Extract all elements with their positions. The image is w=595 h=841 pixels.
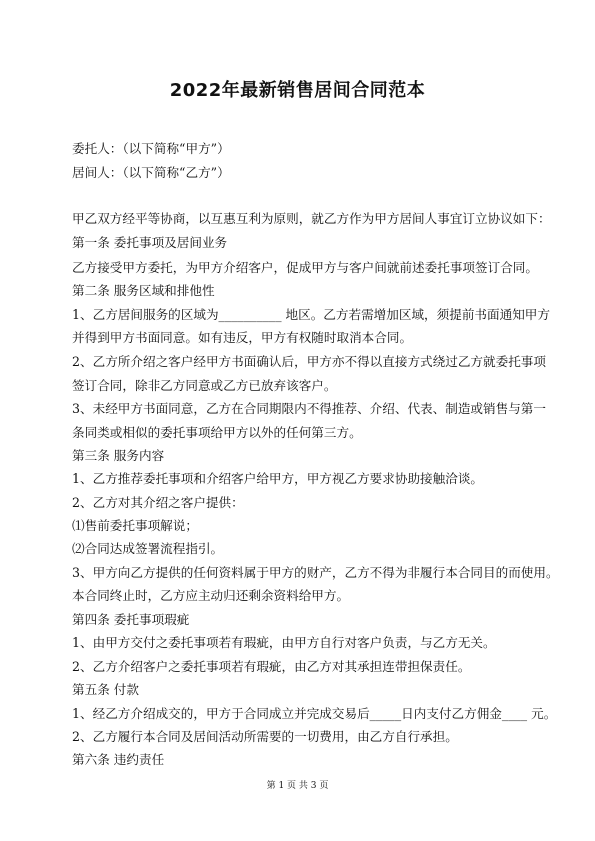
article-5-heading: 第五条 付款 (72, 682, 139, 697)
article-4-clause-1: 1、由甲方交付之委托事项若有瑕疵，由甲方自行对客户负责，与乙方无关。 (72, 635, 496, 650)
document-title: 2022年最新销售居间合同范本 (169, 80, 426, 101)
article-3-heading: 第三条 服务内容 (72, 448, 165, 463)
article-2-heading: 第二条 服务区域和排他性 (72, 283, 215, 298)
article-5-clause-1: 1、经乙方介绍成交的，甲方于合同成立并完成交易后_____日内支付乙方佣金____ 元。 (72, 706, 557, 721)
article-5-clause-2: 2、乙方履行本合同及居间活动所需要的一切费用，由乙方自行承担。 (72, 729, 458, 744)
article-6-heading: 第六条 违约责任 (72, 752, 165, 767)
article-3-clause-1: 1、乙方推荐委托事项和介绍客户给甲方，甲方视乙方要求协助接触洽谈。 (72, 471, 484, 486)
client-party-line: 委托人：（以下简称“甲方”） (72, 141, 230, 156)
article-2-clause-2: 2、乙方所介绍之客户经甲方书面确认后，甲方亦不得以直接方式绕过乙方就委托事项 (72, 354, 546, 369)
article-2-clause-3: 3、未经甲方书面同意，乙方在合同期限内不得推荐、介绍、代表、制造或销售与第一 (72, 401, 546, 416)
article-2-clause-2-cont: 签订合同，除非乙方同意或乙方已放弃该客户。 (72, 378, 337, 393)
article-3-clause-3-cont: 本合同终止时，乙方应主动归还剩余资料给甲方。 (72, 588, 350, 603)
broker-party-line: 居间人：（以下简称“乙方”） (72, 165, 230, 180)
article-1-text: 乙方接受甲方委托，为甲方介绍客户，促成甲方与客户间就前述委托事项签订合同。 (72, 260, 538, 275)
article-3-item-2: ⑵合同达成签署流程指引。 (72, 541, 224, 556)
article-1-heading: 第一条 委托事项及居间业务 (72, 235, 228, 250)
article-2-clause-1: 1、乙方居间服务的区域为__________ 地区。乙方若需增加区域，须提前书面通知甲方 (72, 307, 550, 322)
article-4-heading: 第四条 委托事项瑕疵 (72, 612, 190, 627)
article-4-clause-2: 2、乙方介绍客户之委托事项若有瑕疵，由乙方对其承担连带担保责任。 (72, 659, 471, 674)
article-3-clause-3: 3、甲方向乙方提供的任何资料属于甲方的财产，乙方不得为非履行本合同目的而使用。 (72, 565, 559, 580)
article-2-clause-3-cont: 条同类或相似的委托事项给甲方以外的任何第三方。 (72, 425, 362, 440)
preamble: 甲乙双方经平等协商，以互惠互利为原则，就乙方作为甲方居间人事宜订立协议如下： (72, 211, 551, 226)
article-3-item-1: ⑴售前委托事项解说； (72, 518, 198, 533)
article-3-clause-2: 2、乙方对其介绍之客户提供： (72, 495, 244, 510)
page-number-footer: 第 1 页 共 3 页 (266, 781, 329, 791)
article-2-clause-1-cont: 并得到甲方书面同意。如有违反，甲方有权随时取消本合同。 (72, 330, 413, 345)
